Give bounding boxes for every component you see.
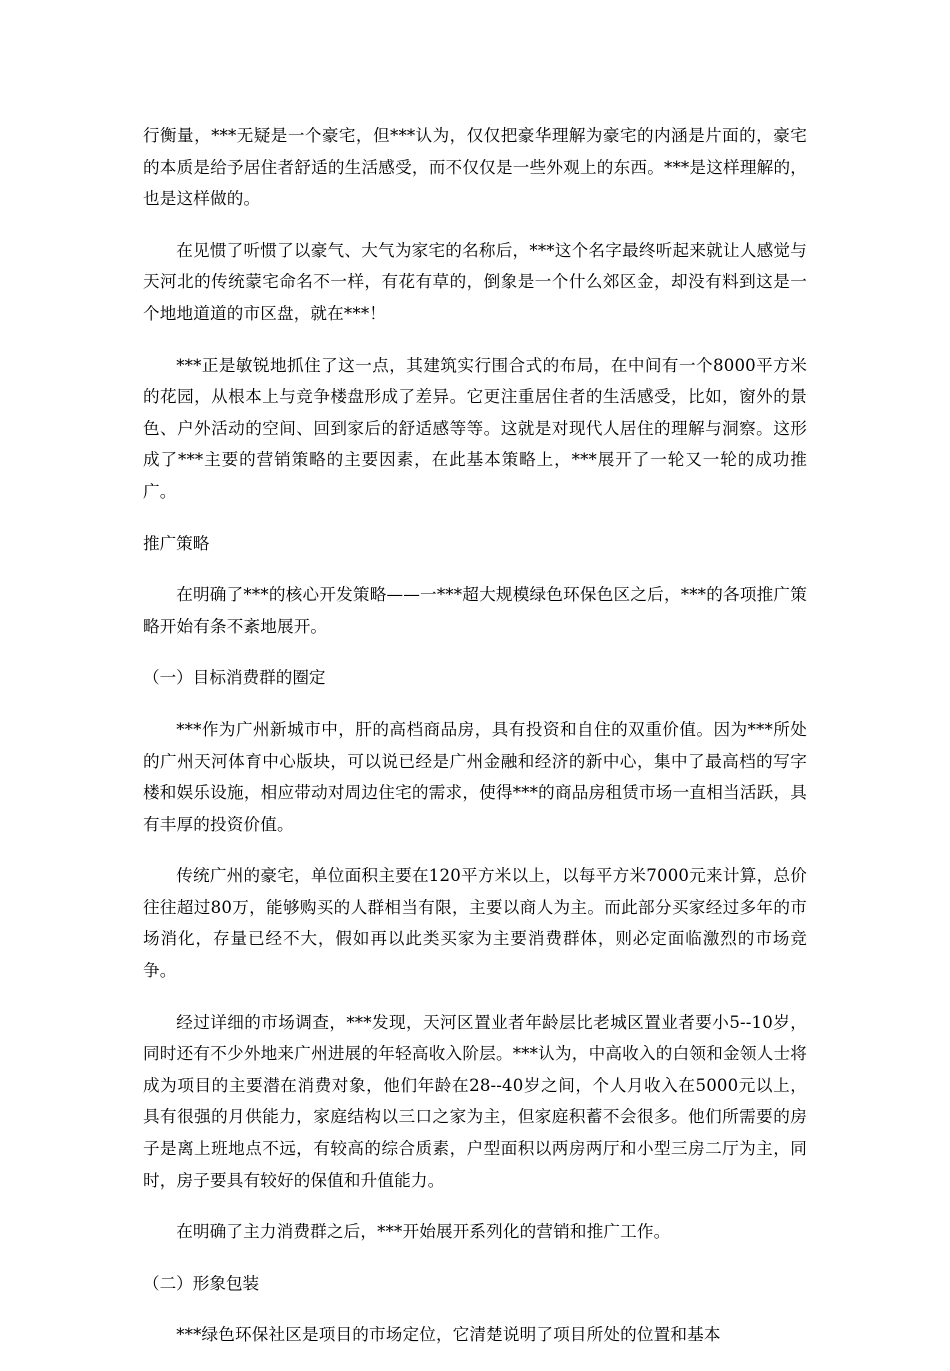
- paragraph: 经过详细的市场调查，***发现，天河区置业者年龄层比老城区置业者要小5--10岁，同时还有不少外地来广州进展的年轻高收入阶层。***认为，中高收入的白领和金领人士将成为项目的主要潜在消费对象，他们年龄在28--40岁之间，个人月收入在5000元以上，具有很强的月供能力，家庭结构以三口之家为主，但家庭积蓄不会很多。他们所需要的房子是离上班地点不远，有较高的综合质素，户型面积以两房两厅和小型三房二厅为主，同时，房子要具有较好的保值和升值能力。: [143, 1012, 807, 1190]
- paragraph: 传统广州的豪宅，单位面积主要在120平方米以上，以每平方米7000元来计算，总价往往超过80万，能够购买的人群相当有限，主要以商人为主。而此部分买家经过多年的市场消化，存量已经不大，假如再以此类买家为主要消费群体，则必定面临激烈的市场竞争。: [143, 866, 807, 981]
- subsection-heading: （一）目标消费群的圈定: [143, 668, 326, 688]
- section-heading: 推广策略: [143, 533, 210, 553]
- paragraph: 在明确了主力消费群之后，***开始展开系列化的营销和推广工作。: [176, 1222, 671, 1242]
- paragraph: 行衡量，***无疑是一个豪宅，但***认为，仅仅把豪华理解为豪宅的内涵是片面的，豪宅的本质是给予居住者舒适的生活感受，而不仅仅是一些外观上的东西。***是这样理解的，也是这样做的。: [143, 126, 807, 209]
- paragraph: ***正是敏锐地抓住了这一点，其建筑实行围合式的布局，在中间有一个8000平方米的花园，从根本上与竞争楼盘形成了差异。它更注重居住者的生活感受，比如，窗外的景色、户外活动的空间、回到家后的舒适感等等。这就是对现代人居住的理解与洞察。这形成了***主要的营销策略的主要因素，在此基本策略上，***展开了一轮又一轮的成功推广。: [143, 355, 807, 501]
- document-page: [143, 120, 807, 1371]
- paragraph: 在明确了***的核心开发策略——一***超大规模绿色环保色区之后，***的各项推广策略开始有条不紊地展开。: [143, 585, 807, 636]
- subsection-heading: （二）形象包装: [143, 1273, 260, 1293]
- paragraph: 在见惯了听惯了以豪气、大气为家宅的名称后，***这个名字最终听起来就让人感觉与天河北的传统蒙宅命名不一样，有花有草的，倒象是一个什么郊区金，却没有料到这是一个地地道道的市区盘，就在***！: [143, 240, 807, 323]
- paragraph: ***绿色环保社区是项目的市场定位，它清楚说明了项目所处的位置和基本: [176, 1325, 721, 1345]
- paragraph: ***作为广州新城市中，肝的高档商品房，具有投资和自住的双重价值。因为***所处的广州天河体育中心版块，可以说已经是广州金融和经济的新中心，集中了最高档的写字楼和娱乐设施，相应带动对周边住宅的需求，使得***的商品房租赁市场一直相当活跃，具有丰厚的投资价值。: [143, 719, 807, 834]
